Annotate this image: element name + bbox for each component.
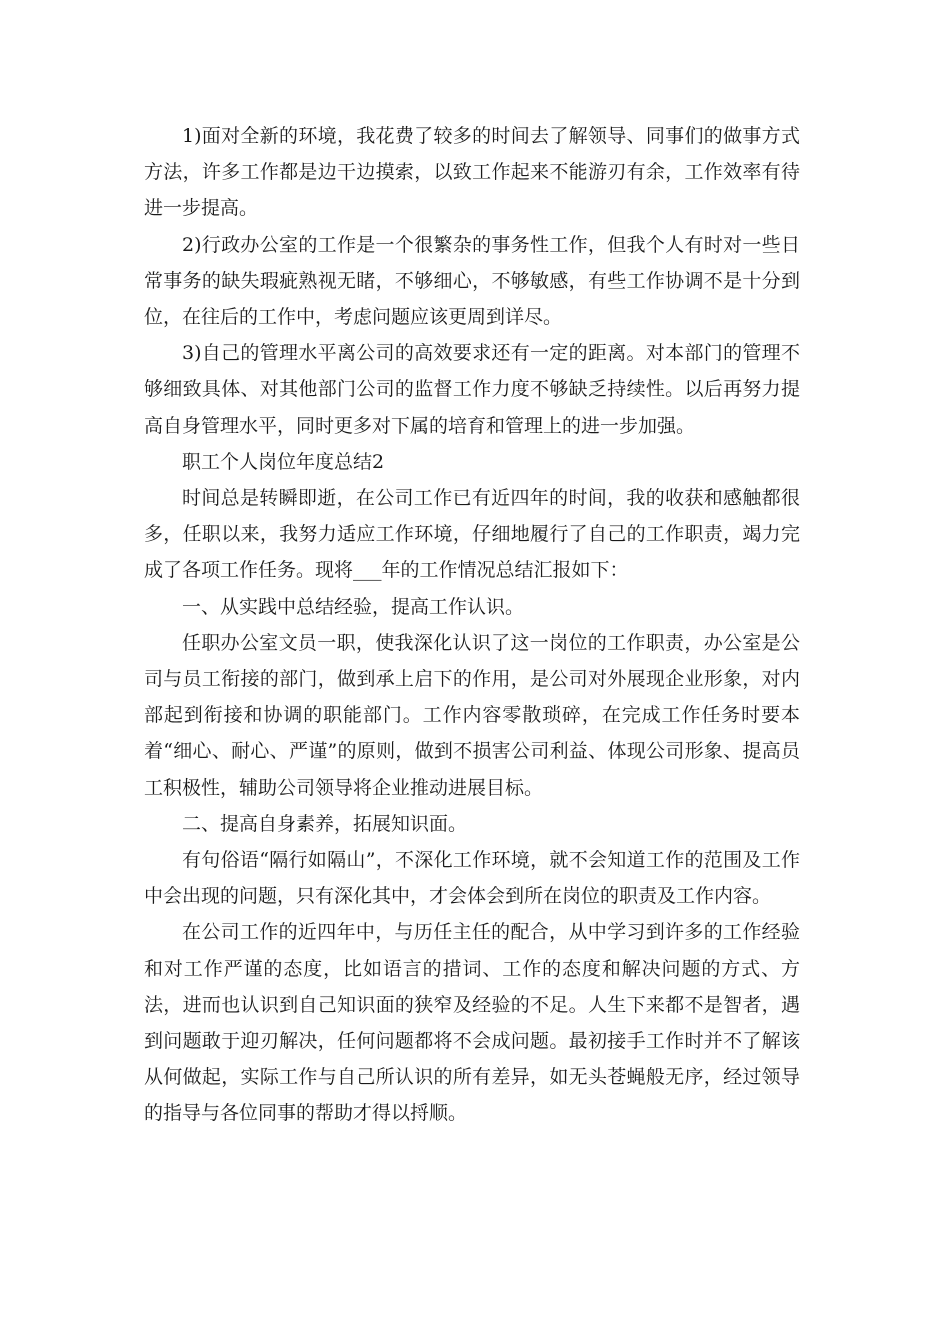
paragraph-proverb: 有句俗语“隔行如隔山”，不深化工作环境，就不会知道工作的范围及工作中会出现的问题，只有深化其中，才会体会到所在岗位的职责及工作内容。 [144,849,800,908]
paragraph-experience: 在公司工作的近四年中，与历任主任的配合，从中学习到许多的工作经验和对工作严谨的态度，比如语言的措词、工作的态度和解决问题的方式、方法，进而也认识到自己知识面的狭窄及经验的不足。人生下来都不是智者，遇到问题敢于迎刃解决，任何问题都将不会成问题。最初接手工作时并不了解该从何做起，实际工作与自己所认识的所有差异，如无头苍蝇般无序，经过领导的指导与各位同事的帮助才得以捋顺。 [144,921,800,1125]
heading-two: 二、提高自身素养，拓展知识面。 [182,812,468,835]
paragraph-issue-1: 1)面对全新的环境，我花费了较多的时间去了解领导、同事们的做事方式方法，许多工作都是边干边摸索，以致工作起来不能游刃有余，工作效率有待进一步提高。 [144,125,800,220]
paragraph-role: 任职办公室文员一职，使我深化认识了这一岗位的工作职责，办公室是公司与员工衔接的部门，做到承上启下的作用，是公司对外展现企业形象，对内部起到衔接和协调的职能部门。工作内容零散琐碎，在完成工作任务时要本着“细心、耐心、严谨”的原则，做到不损害公司利益、体现公司形象、提高员工积极性，辅助公司领导将企业推动进展目标。 [144,631,800,799]
section-title: 职工个人岗位年度总结2 [182,450,385,473]
paragraph-issue-2: 2)行政办公室的工作是一个很繁杂的事务性工作，但我个人有时对一些日常事务的缺失瑕疵熟视无睹，不够细心，不够敏感，有些工作协调不是十分到位，在往后的工作中，考虑问题应该更周到详尽。 [144,233,800,329]
paragraph-issue-3: 3)自己的管理水平离公司的高效要求还有一定的距离。对本部门的管理不够细致具体、对其他部门公司的监督工作力度不够缺乏持续性。以后再努力提高自身管理水平，同时更多对下属的培育和管理上的进一步加强。 [144,342,800,437]
document-body [144,118,800,1132]
paragraph-intro: 时间总是转瞬即逝，在公司工作已有近四年的时间，我的收获和感触都很多，任职以来，我努力适应工作环境，仔细地履行了自己的工作职责，竭力完成了各项工作任务。现将___年的工作情况总结汇报如下： [144,487,800,582]
heading-one: 一、从实践中总结经验，提高工作认识。 [182,595,525,618]
